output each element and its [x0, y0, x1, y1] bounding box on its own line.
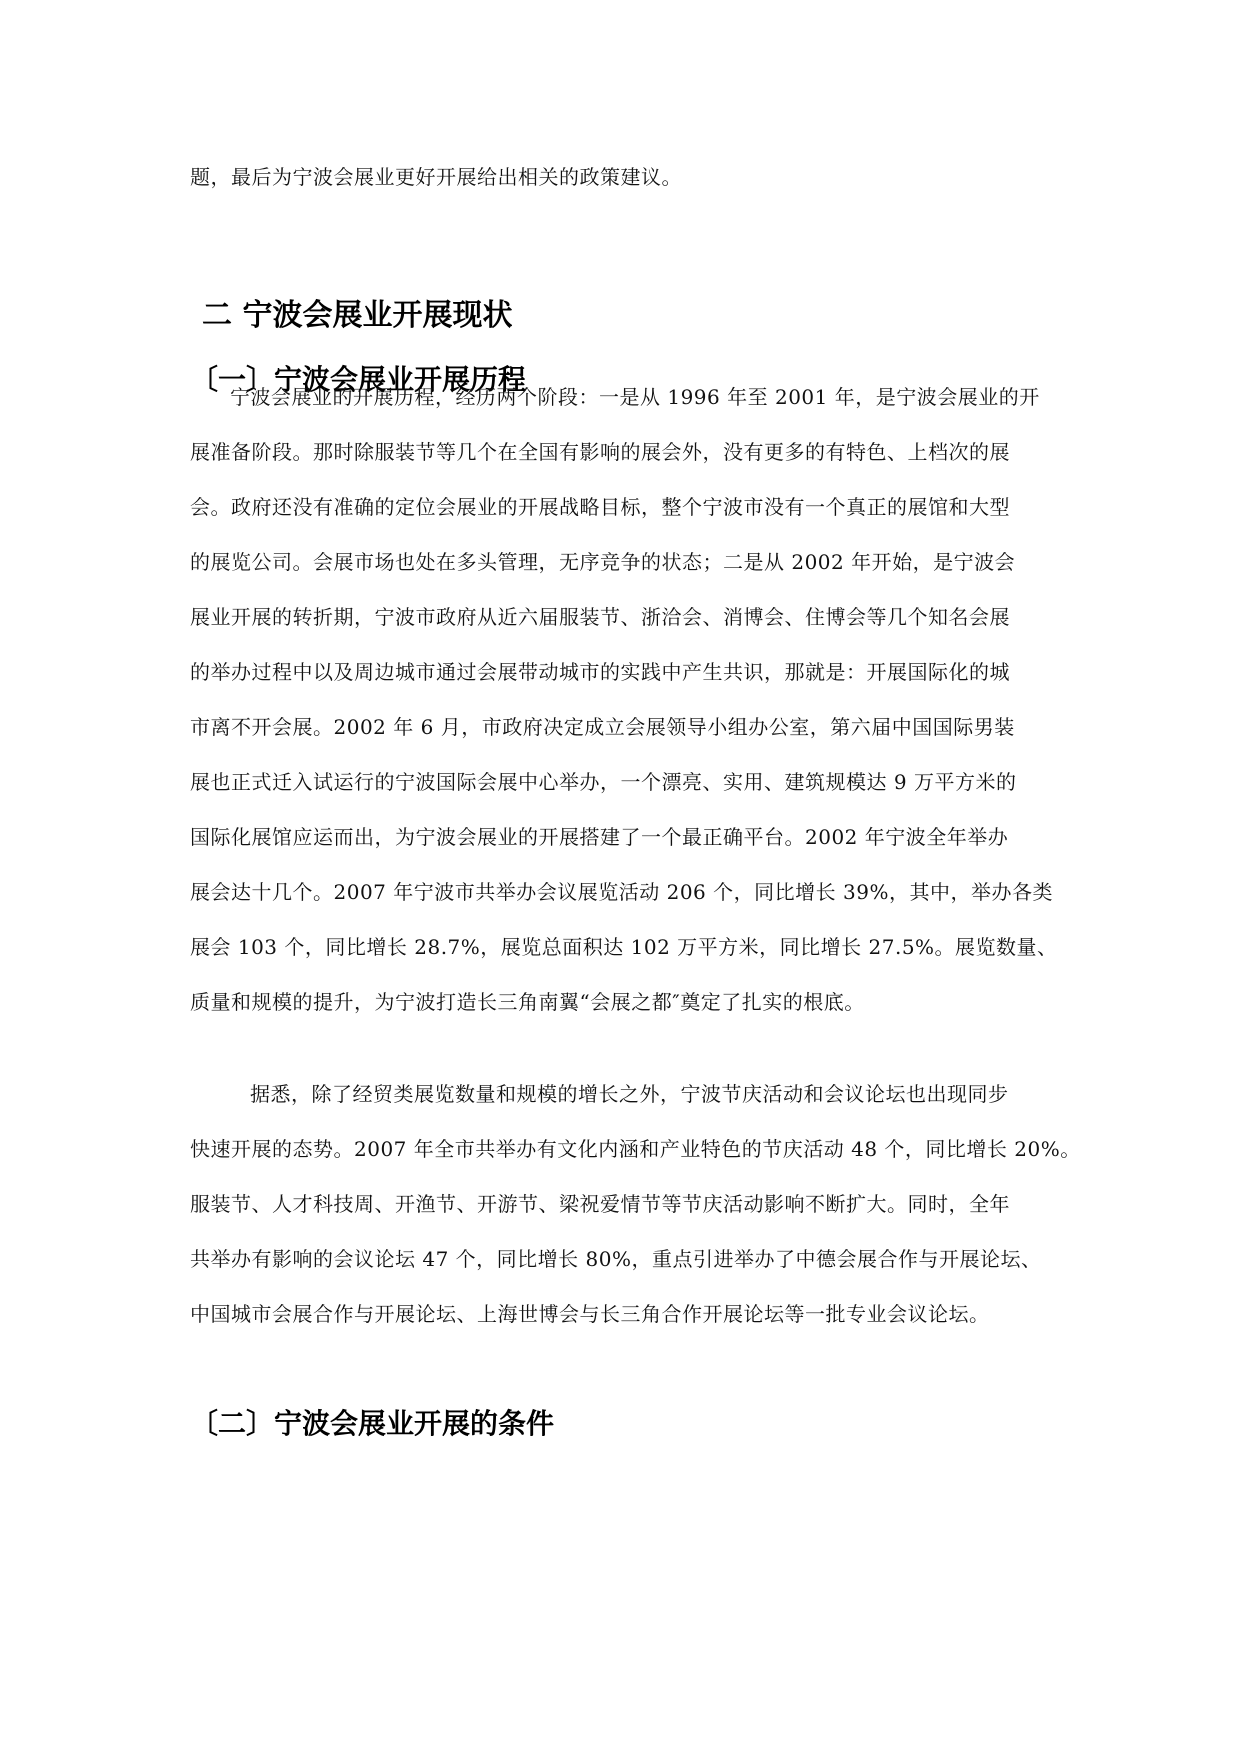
- text-line: 宁波会展业的开展历程，经历两个阶段：一是从 1996 年至 2001 年，是宁波会展业的开: [230, 385, 1040, 409]
- text-line: 据悉，除了经贸类展览数量和规模的增长之外，宁波节庆活动和会议论坛也出现同步: [250, 1082, 1009, 1106]
- text-line: 题，最后为宁波会展业更好开展给出相关的政策建议。: [190, 165, 682, 189]
- text-line: 质量和规模的提升，为宁波打造长三角南翼“会展之都″奠定了扎实的根底。: [190, 990, 865, 1014]
- subsection-title-1: 〔一〕宁波会展业开展历程: [190, 363, 527, 396]
- text-line: 快速开展的态势。2007 年全市共举办有文化内涵和产业特色的节庆活动 48 个，同比增长 20%。: [190, 1137, 1081, 1161]
- text-line: 国际化展馆应运而出，为宁波会展业的开展搭建了一个最正确平台。2002 年宁波全年举办: [190, 825, 1009, 849]
- section-title: 二 宁波会展业开展现状: [202, 298, 513, 333]
- subsection-title-2: 〔二〕宁波会展业开展的条件: [190, 1407, 555, 1440]
- text-line: 共举办有影响的会议论坛 47 个，同比增长 80%，重点引进举办了中德会展合作与开展论坛、: [190, 1247, 1042, 1271]
- text-line: 展也正式迁入试运行的宁波国际会展中心举办，一个漂亮、实用、建筑规模达 9 万平方米的: [190, 770, 1017, 794]
- text-line: 展会达十几个。2007 年宁波市共举办会议展览活动 206 个，同比增长 39%，其中，举办各类: [190, 880, 1053, 904]
- text-line: 的展览公司。会展市场也处在多头管理，无序竞争的状态；二是从 2002 年开始，是宁波会: [190, 550, 1016, 574]
- text-line: 展准备阶段。那时除服装节等几个在全国有影响的展会外，没有更多的有特色、上档次的展: [190, 440, 1010, 464]
- text-line: 展会 103 个，同比增长 28.7%，展览总面积达 102 万平方米，同比增长 27.5%。展览数量、: [190, 935, 1058, 959]
- text-line: 会。政府还没有准确的定位会展业的开展战略目标，整个宁波市没有一个真正的展馆和大型: [190, 495, 1010, 519]
- paragraph-festivals-forums: [190, 1067, 1081, 1342]
- text-line: 展业开展的转折期，宁波市政府从近六届服装节、浙洽会、消博会、住博会等几个知名会展: [190, 605, 1010, 629]
- text-line: 服装节、人才科技周、开渔节、开游节、梁祝爱情节等节庆活动影响不断扩大。同时，全年: [190, 1192, 1010, 1216]
- paragraph-development-history: [190, 370, 1064, 1030]
- text-line: 中国城市会展合作与开展论坛、上海世博会与长三角合作开展论坛等一批专业会议论坛。: [190, 1302, 990, 1326]
- text-line: 的举办过程中以及周边城市通过会展带动城市的实践中产生共识，那就是：开展国际化的城: [190, 660, 1010, 684]
- top-fragment-paragraph: [190, 150, 1064, 205]
- text-line: 市离不开会展。2002 年 6 月，市政府决定成立会展领导小组办公室，第六届中国国际男装: [190, 715, 1015, 739]
